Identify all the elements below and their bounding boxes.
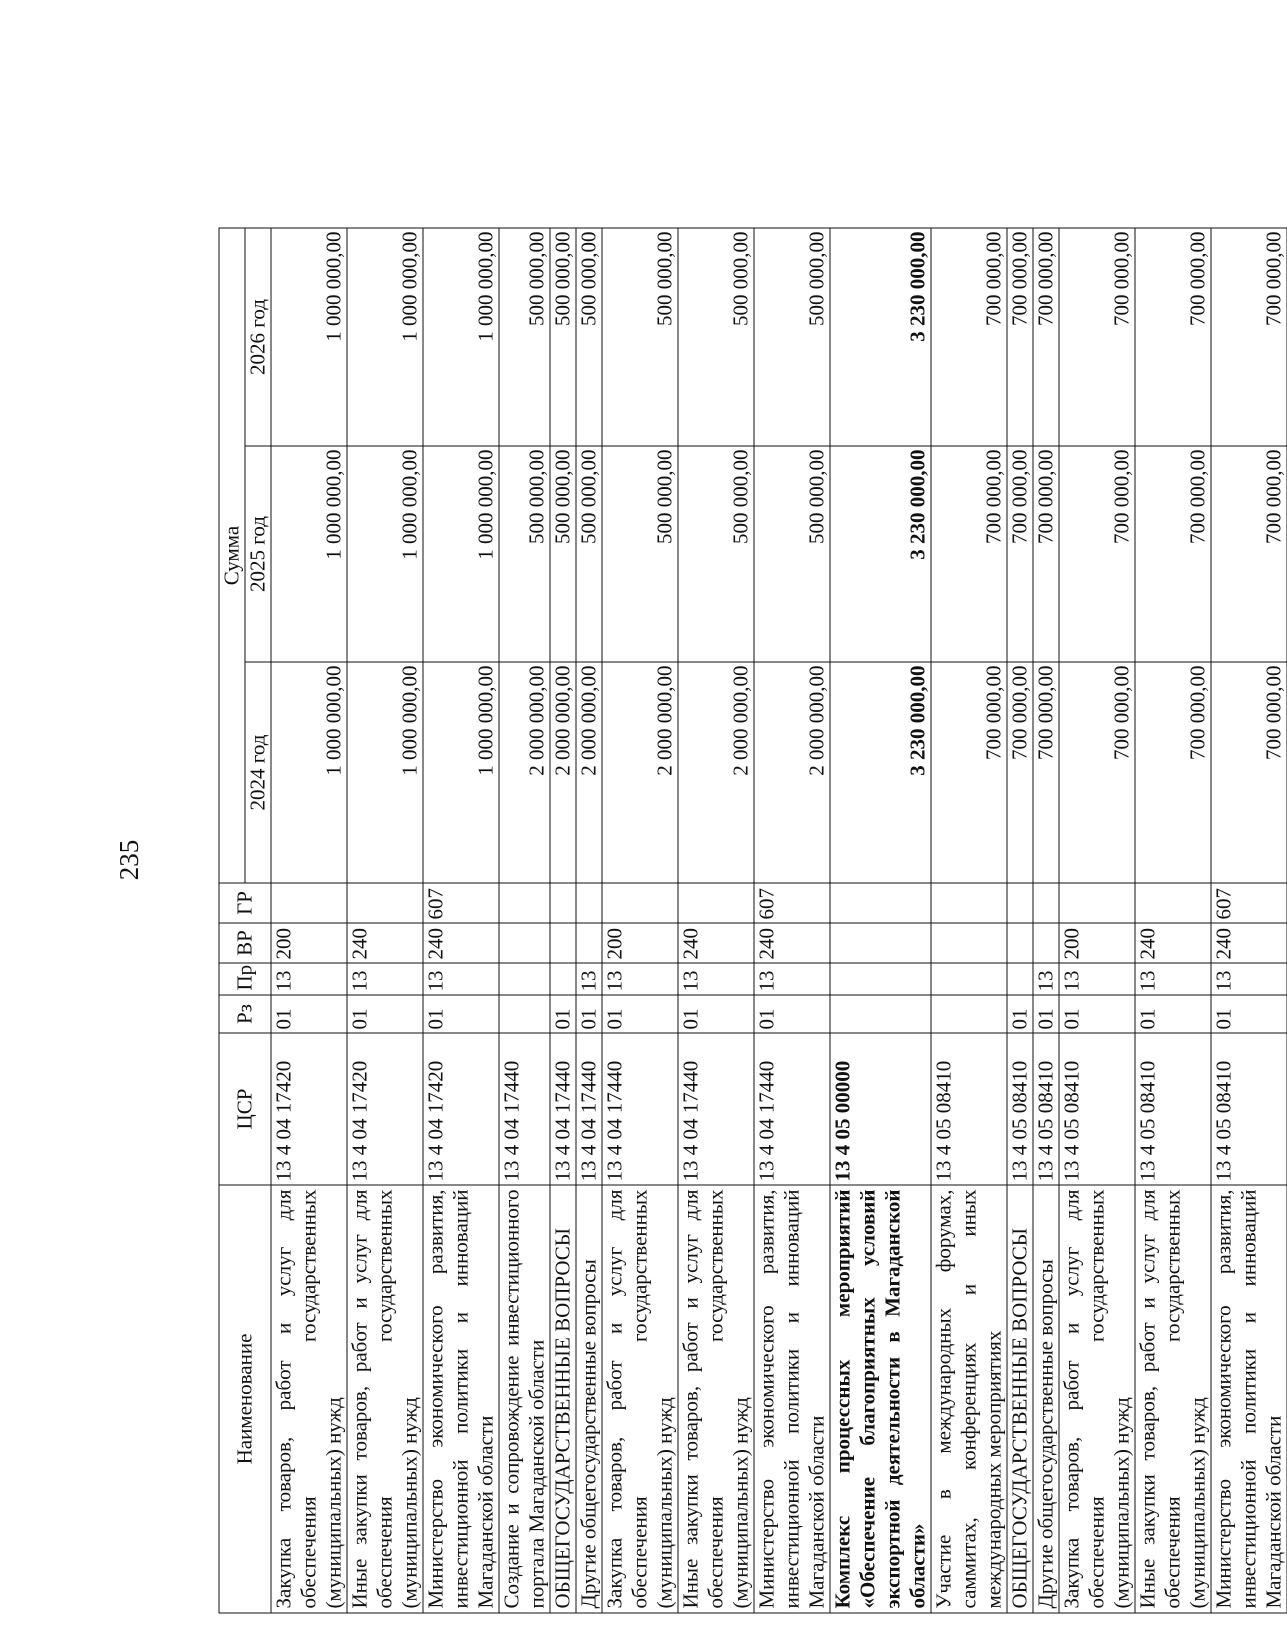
row-name: Иные закупки товаров, работ и услуг для обеспечения государственных (муниципальных) нужд: [347, 1185, 423, 1613]
header-vr: ВР: [219, 923, 271, 963]
table-row: [1033, 228, 1059, 1613]
row-rz: 01: [550, 995, 576, 1033]
row-vr: 200: [602, 923, 678, 963]
row-vr: [1033, 923, 1059, 963]
row-rz: 01: [1007, 995, 1033, 1033]
row-amount-2025: 700 000,00: [931, 446, 1007, 662]
row-csr: 13 4 05 08410: [1033, 1033, 1059, 1185]
row-amount-2024: 700 000,00: [1007, 662, 1033, 883]
row-pr: 13: [423, 963, 499, 995]
row-gr: [271, 883, 347, 923]
row-amount-2024: 700 000,00: [1059, 662, 1135, 883]
row-name: Иные закупки товаров, работ и услуг для обеспечения государственных (муниципальных) нужд: [1135, 1185, 1211, 1613]
row-amount-2026: 3 230 000,00: [830, 228, 931, 446]
row-vr: 200: [1059, 923, 1135, 963]
row-amount-2024: 2 000 000,00: [499, 662, 550, 883]
table-row: [830, 228, 931, 1613]
row-pr: 13: [1135, 963, 1211, 995]
row-gr: [1007, 883, 1033, 923]
budget-table-container: [218, 229, 1285, 1614]
row-amount-2026: 700 000,00: [931, 228, 1007, 446]
row-amount-2025: 1 000 000,00: [423, 446, 499, 662]
row-csr: 13 4 04 17420: [423, 1033, 499, 1185]
table-row: [550, 228, 576, 1613]
row-pr: [550, 963, 576, 995]
row-name: Закупка товаров, работ и услуг для обеспечения государственных (муниципальных) нужд: [271, 1185, 347, 1613]
row-amount-2025: 1 000 000,00: [347, 446, 423, 662]
row-amount-2025: 500 000,00: [550, 446, 576, 662]
row-amount-2024: 700 000,00: [931, 662, 1007, 883]
row-vr: [576, 923, 602, 963]
row-name: Участие в международных форумах, саммитах, конференциях и иных международных мероприятиях: [931, 1185, 1007, 1613]
row-pr: 13: [576, 963, 602, 995]
row-rz: 01: [1135, 995, 1211, 1033]
row-name: ОБЩЕГОСУДАРСТВЕННЫЕ ВОПРОСЫ: [1007, 1185, 1033, 1613]
table-row: [1211, 228, 1287, 1613]
row-pr: [499, 963, 550, 995]
row-rz: [830, 995, 931, 1033]
row-name: Закупка товаров, работ и услуг для обеспечения государственных (муниципальных) нужд: [1059, 1185, 1135, 1613]
row-amount-2024: 2 000 000,00: [550, 662, 576, 883]
row-csr: 13 4 04 17440: [602, 1033, 678, 1185]
row-vr: [830, 923, 931, 963]
row-rz: 01: [1033, 995, 1059, 1033]
row-amount-2025: 3 230 000,00: [830, 446, 931, 662]
row-rz: 01: [347, 995, 423, 1033]
row-amount-2025: 700 000,00: [1135, 446, 1211, 662]
row-rz: 01: [423, 995, 499, 1033]
table-row: [1135, 228, 1211, 1613]
page-number: 235: [114, 839, 144, 881]
row-amount-2024: 3 230 000,00: [830, 662, 931, 883]
row-amount-2024: 1 000 000,00: [347, 662, 423, 883]
row-csr: 13 4 04 17420: [271, 1033, 347, 1185]
header-name: Наименование: [219, 1185, 271, 1613]
row-name: Закупка товаров, работ и услуг для обеспечения государственных (муниципальных) нужд: [602, 1185, 678, 1613]
header-gr: ГР: [219, 883, 271, 923]
row-amount-2025: 700 000,00: [1211, 446, 1287, 662]
table-row: [423, 228, 499, 1613]
row-amount-2025: 700 000,00: [1033, 446, 1059, 662]
row-amount-2026: 500 000,00: [499, 228, 550, 446]
row-csr: 13 4 05 08410: [1135, 1033, 1211, 1185]
row-amount-2025: 500 000,00: [754, 446, 830, 662]
table-row: [576, 228, 602, 1613]
row-amount-2024: 700 000,00: [1033, 662, 1059, 883]
row-vr: 240: [347, 923, 423, 963]
row-pr: [1007, 963, 1033, 995]
row-amount-2024: 700 000,00: [1135, 662, 1211, 883]
table-row: [678, 228, 754, 1613]
row-vr: [1007, 923, 1033, 963]
table-row: [602, 228, 678, 1613]
row-name: ОБЩЕГОСУДАРСТВЕННЫЕ ВОПРОСЫ: [550, 1185, 576, 1613]
header-year-2024: 2024 год: [245, 662, 271, 883]
header-csr: ЦСР: [219, 1033, 271, 1185]
row-rz: 01: [1059, 995, 1135, 1033]
row-amount-2025: 700 000,00: [1007, 446, 1033, 662]
header-year-2026: 2026 год: [245, 228, 271, 446]
row-gr: 607: [423, 883, 499, 923]
row-rz: [499, 995, 550, 1033]
row-pr: [931, 963, 1007, 995]
row-rz: [931, 995, 1007, 1033]
row-amount-2026: 700 000,00: [1007, 228, 1033, 446]
row-csr: 13 4 05 00000: [830, 1033, 931, 1185]
row-amount-2024: 2 000 000,00: [678, 662, 754, 883]
row-amount-2026: 500 000,00: [678, 228, 754, 446]
row-vr: 240: [1211, 923, 1287, 963]
row-vr: 240: [754, 923, 830, 963]
row-name: Другие общегосударственные вопросы: [576, 1185, 602, 1613]
table-row: [499, 228, 550, 1613]
row-amount-2024: 2 000 000,00: [754, 662, 830, 883]
row-pr: 13: [602, 963, 678, 995]
row-amount-2026: 700 000,00: [1059, 228, 1135, 446]
row-vr: [931, 923, 1007, 963]
row-amount-2025: 500 000,00: [602, 446, 678, 662]
row-amount-2026: 700 000,00: [1211, 228, 1287, 446]
row-rz: 01: [1211, 995, 1287, 1033]
row-amount-2026: 500 000,00: [576, 228, 602, 446]
row-gr: [1059, 883, 1135, 923]
row-gr: [830, 883, 931, 923]
header-year-2025: 2025 год: [245, 446, 271, 662]
row-amount-2024: 1 000 000,00: [423, 662, 499, 883]
header-rz: Рз: [219, 995, 271, 1033]
table-row: [271, 228, 347, 1613]
row-csr: 13 4 04 17440: [499, 1033, 550, 1185]
row-amount-2025: 500 000,00: [499, 446, 550, 662]
table-row: [347, 228, 423, 1613]
table-row: [931, 228, 1007, 1613]
row-amount-2026: 700 000,00: [1135, 228, 1211, 446]
row-gr: 607: [754, 883, 830, 923]
row-pr: 13: [347, 963, 423, 995]
budget-table: [218, 227, 1287, 1613]
row-rz: 01: [678, 995, 754, 1033]
row-csr: 13 4 04 17440: [754, 1033, 830, 1185]
row-amount-2026: 1 000 000,00: [347, 228, 423, 446]
header-pr: Пр: [219, 963, 271, 995]
row-rz: 01: [754, 995, 830, 1033]
row-gr: [550, 883, 576, 923]
row-amount-2025: 700 000,00: [1059, 446, 1135, 662]
header-sum: Сумма: [219, 228, 245, 883]
row-vr: 240: [678, 923, 754, 963]
row-pr: 13: [271, 963, 347, 995]
table-body: [271, 228, 1287, 1613]
row-gr: [499, 883, 550, 923]
row-csr: 13 4 04 17440: [550, 1033, 576, 1185]
row-amount-2024: 2 000 000,00: [576, 662, 602, 883]
row-gr: [931, 883, 1007, 923]
row-name: Министерство экономического развития, инвестиционной политики и инноваций Магаданской области: [754, 1185, 830, 1613]
row-amount-2024: 700 000,00: [1211, 662, 1287, 883]
row-pr: 13: [754, 963, 830, 995]
row-csr: 13 4 05 08410: [1211, 1033, 1287, 1185]
row-csr: 13 4 05 08410: [1059, 1033, 1135, 1185]
row-csr: 13 4 05 08410: [931, 1033, 1007, 1185]
table-row: [1007, 228, 1033, 1613]
row-pr: [830, 963, 931, 995]
row-rz: 01: [576, 995, 602, 1033]
row-vr: 240: [1135, 923, 1211, 963]
row-gr: [678, 883, 754, 923]
row-amount-2026: 500 000,00: [550, 228, 576, 446]
row-pr: 13: [1059, 963, 1135, 995]
row-gr: [1135, 883, 1211, 923]
row-name: Министерство экономического развития, инвестиционной политики и инноваций Магаданской области: [1211, 1185, 1287, 1613]
row-vr: 240: [423, 923, 499, 963]
row-amount-2024: 2 000 000,00: [602, 662, 678, 883]
row-amount-2026: 1 000 000,00: [423, 228, 499, 446]
table-row: [1059, 228, 1135, 1613]
row-pr: 13: [1211, 963, 1287, 995]
row-vr: [550, 923, 576, 963]
row-amount-2024: 1 000 000,00: [271, 662, 347, 883]
row-name: Комплекс процессных мероприятий «Обеспечение благоприятных условий экспортной деятельности в Магаданской области»: [830, 1185, 931, 1613]
row-csr: 13 4 04 17440: [678, 1033, 754, 1185]
table-header: [219, 228, 271, 1613]
row-amount-2025: 500 000,00: [576, 446, 602, 662]
row-gr: [576, 883, 602, 923]
row-vr: 200: [271, 923, 347, 963]
row-name: Иные закупки товаров, работ и услуг для обеспечения государственных (муниципальных) нужд: [678, 1185, 754, 1613]
row-amount-2025: 500 000,00: [678, 446, 754, 662]
row-name: Министерство экономического развития, инвестиционной политики и инноваций Магаданской области: [423, 1185, 499, 1613]
row-csr: 13 4 04 17420: [347, 1033, 423, 1185]
row-amount-2026: 500 000,00: [602, 228, 678, 446]
row-amount-2026: 700 000,00: [1033, 228, 1059, 446]
row-pr: 13: [678, 963, 754, 995]
row-gr: 607: [1211, 883, 1287, 923]
row-amount-2025: 1 000 000,00: [271, 446, 347, 662]
row-pr: 13: [1033, 963, 1059, 995]
row-csr: 13 4 05 08410: [1007, 1033, 1033, 1185]
row-amount-2026: 500 000,00: [754, 228, 830, 446]
row-name: Другие общегосударственные вопросы: [1033, 1185, 1059, 1613]
row-vr: [499, 923, 550, 963]
row-name: Создание и сопровождение инвестиционного портала Магаданской области: [499, 1185, 550, 1613]
row-rz: 01: [271, 995, 347, 1033]
row-gr: [1033, 883, 1059, 923]
table-row: [754, 228, 830, 1613]
row-rz: 01: [602, 995, 678, 1033]
row-csr: 13 4 04 17440: [576, 1033, 602, 1185]
row-gr: [602, 883, 678, 923]
row-amount-2026: 1 000 000,00: [271, 228, 347, 446]
row-gr: [347, 883, 423, 923]
